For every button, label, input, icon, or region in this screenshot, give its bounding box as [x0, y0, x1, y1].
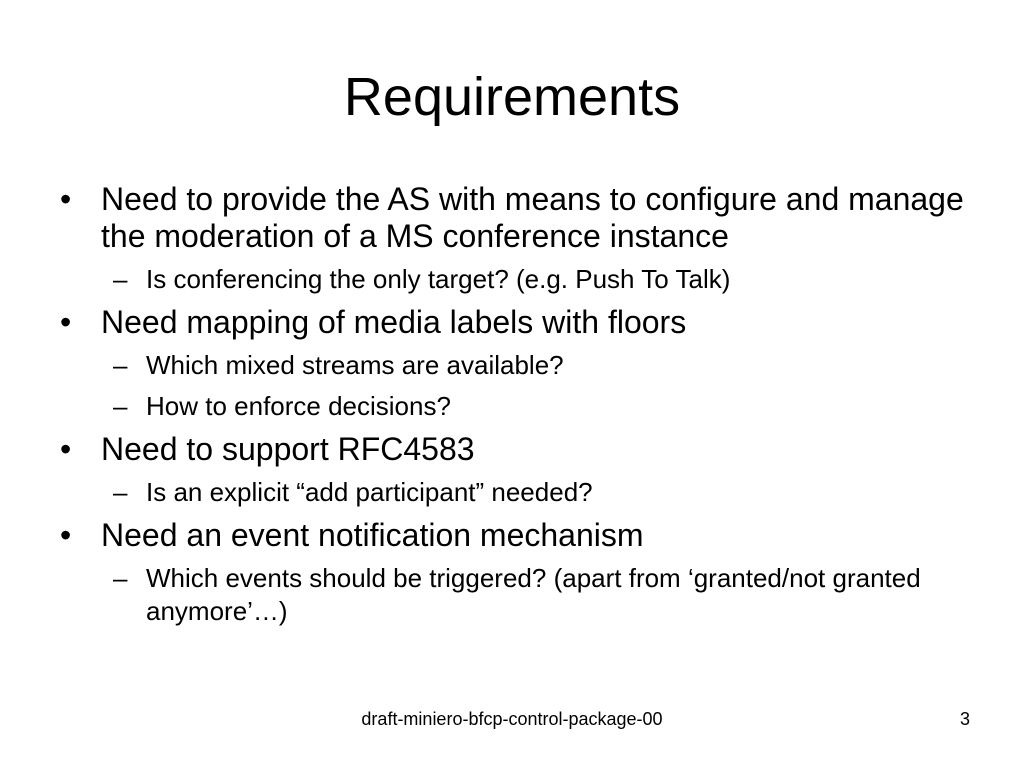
sub-bullet-item	[0, 349, 1024, 382]
spacer	[0, 296, 1024, 304]
bullet-list	[0, 181, 1024, 628]
bullet-dot: •	[60, 517, 72, 553]
sub-bullet-text: Which mixed streams are available?	[146, 350, 564, 380]
spacer	[0, 255, 1024, 263]
spacer	[0, 509, 1024, 517]
spacer	[0, 341, 1024, 349]
bullet-item	[0, 431, 1024, 468]
sub-bullet-item	[0, 263, 1024, 296]
sub-bullet-dash: –	[113, 477, 128, 507]
footer-draft-name: draft-miniero-bfcp-control-package-00	[361, 709, 663, 729]
sub-bullet-dash: –	[113, 391, 128, 421]
bullet-text: Need an event notification mechanism	[101, 517, 644, 553]
page-number: 3	[959, 709, 970, 729]
sub-bullet-dash: –	[113, 264, 128, 294]
bullet-item	[0, 181, 1024, 255]
bullet-text: Need mapping of media labels with floors	[101, 304, 687, 340]
bullet-dot: •	[60, 181, 72, 217]
bullet-dot: •	[60, 431, 72, 467]
sub-bullet-dash: –	[113, 350, 128, 380]
sub-bullet-text: How to enforce decisions?	[146, 391, 451, 421]
sub-bullet-item	[0, 476, 1024, 509]
bullet-text: Need to provide the AS with means to configure and manage the moderation of a MS conference instance	[101, 181, 964, 254]
sub-bullet-item	[0, 562, 1024, 628]
bullet-text: Need to support RFC4583	[101, 431, 475, 467]
sub-bullet-dash: –	[113, 563, 128, 593]
spacer	[0, 423, 1024, 431]
bullet-item	[0, 517, 1024, 554]
sub-bullet-text: Is an explicit “add participant” needed?	[146, 477, 593, 507]
sub-bullet-item	[0, 390, 1024, 423]
spacer	[0, 554, 1024, 562]
bullet-item	[0, 304, 1024, 341]
sub-bullet-text: Which events should be triggered? (apart from ‘granted/not granted anymore’…)	[146, 563, 921, 626]
slide-title: Requirements	[343, 67, 681, 127]
spacer	[0, 468, 1024, 476]
sub-bullet-text: Is conferencing the only target? (e.g. Push To Talk)	[146, 264, 731, 294]
bullet-dot: •	[60, 304, 72, 340]
spacer	[0, 382, 1024, 390]
